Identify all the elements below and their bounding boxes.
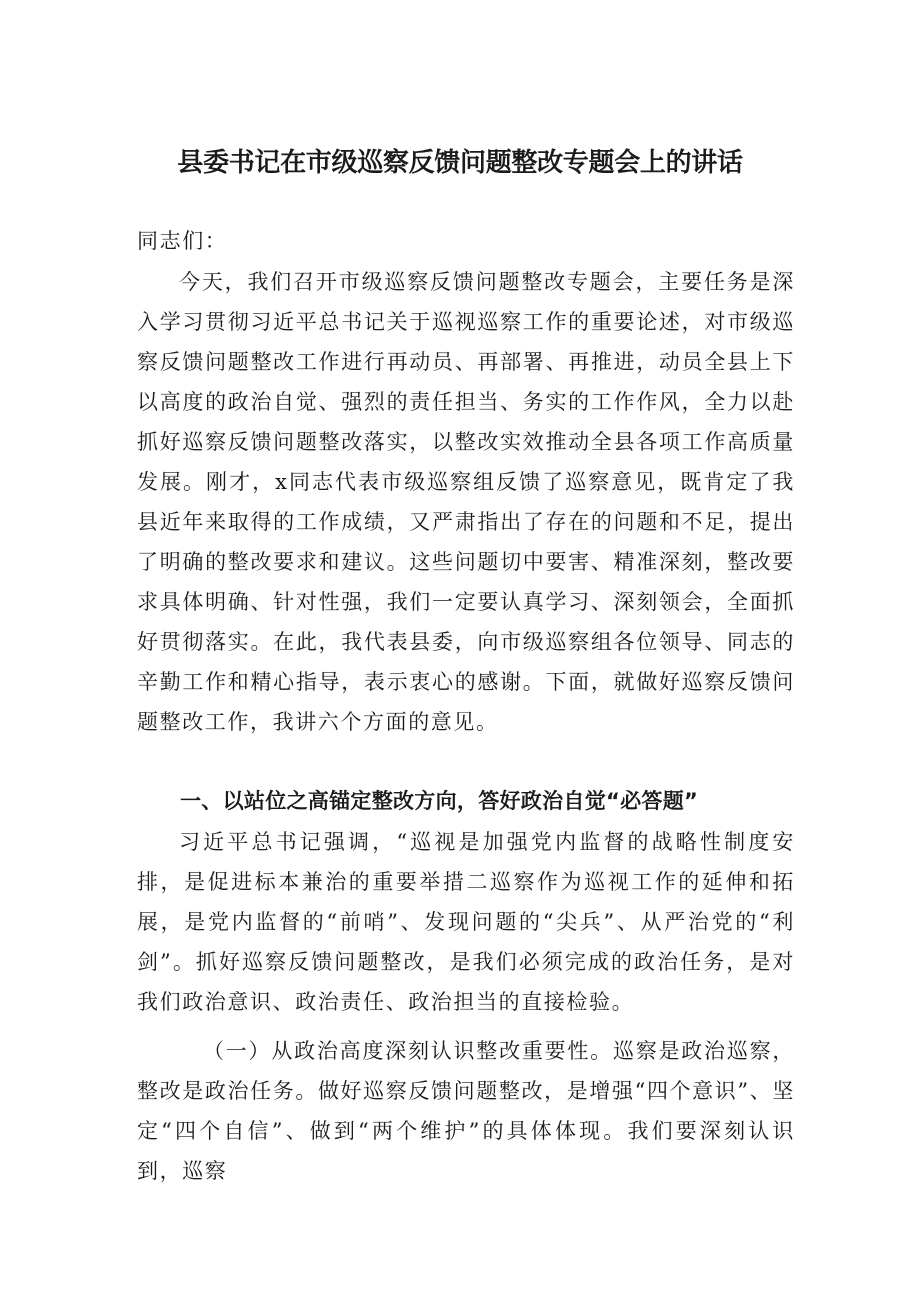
salutation: 同志们：	[137, 229, 228, 253]
document-title: 县委书记在市级巡察反馈问题整改专题会上的讲话	[177, 148, 743, 178]
subsection-paragraph: （一）从政治高度深刻认识整改重要性。巡察是政治巡察，整改是政治任务。做好巡察反馈问题整改，是增强“四个意识”、坚定“四个自信”、做到“两个维护”的具体体现。我们要深刻认识到，巡察	[137, 1039, 795, 1183]
section-heading: 一、以站位之高锚定整改方向，答好政治自觉“必答题”	[180, 789, 699, 813]
intro-paragraph: 今天，我们召开市级巡察反馈问题整改专题会，主要任务是深入学习贯彻习近平总书记关于巡视巡察工作的重要论述，对市级巡察反馈问题整改工作进行再动员、再部署、再推进，动员全县上下以高度的政治自觉、强烈的责任担当、务实的工作作风，全力以赴抓好巡察反馈问题整改落实，以整改实效推动全县各项工作高质量发展。刚才，x同志代表市级巡察组反馈了巡察意见，既肯定了我县近年来取得的工作成绩，又严肃指出了存在的问题和不足，提出了明确的整改要求和建议。这些问题切中要害、精准深刻，整改要求具体明确、针对性强，我们一定要认真学习、深刻领会，全面抓好贯彻落实。在此，我代表县委，向市级巡察组各位领导、同志的辛勤工作和精心指导，表示衷心的感谢。下面，就做好巡察反馈问题整改工作，我讲六个方面的意见。	[137, 270, 795, 734]
section-paragraph: 习近平总书记强调，“巡视是加强党内监督的战略性制度安排，是促进标本兼治的重要举措二巡察作为巡视工作的延伸和拓展，是党内监督的“前哨”、发现问题的“尖兵”、从严治党的“利剑”。抓好巡察反馈问题整改，是我们必须完成的政治任务，是对我们政治意识、政治责任、政治担当的直接检验。	[137, 830, 795, 1014]
